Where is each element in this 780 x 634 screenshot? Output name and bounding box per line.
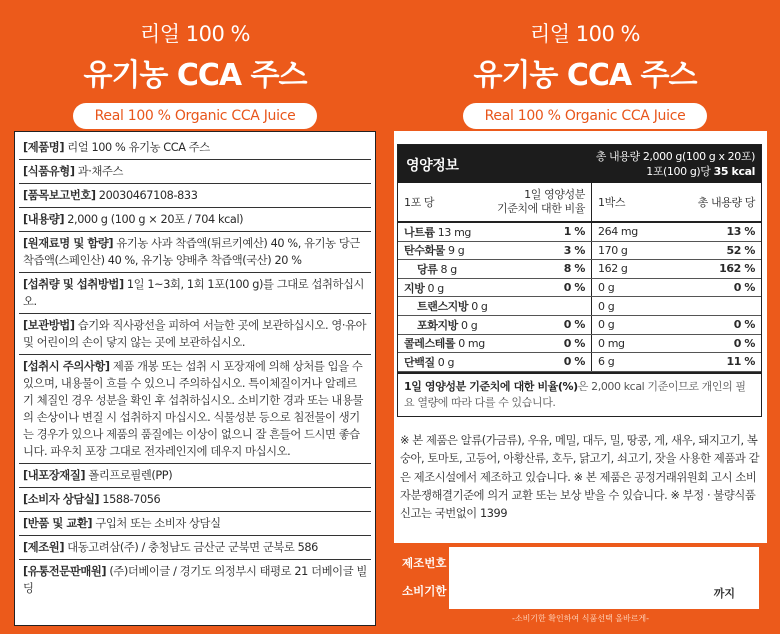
nutrition-row bbox=[398, 279, 761, 298]
info-row bbox=[19, 355, 371, 464]
nutrient-name: 단백질 bbox=[404, 355, 435, 369]
info-value: (주)더베이글 / 경기도 의정부시 태평로 21 더베이글 빌딩 bbox=[23, 565, 367, 595]
until-text: 까지 bbox=[713, 587, 735, 600]
info-value: 폴리프로필렌(PP) bbox=[85, 469, 173, 482]
box-percent: 0 % bbox=[733, 336, 755, 350]
product-info-box bbox=[14, 131, 376, 626]
col2-left: 1박스 bbox=[598, 196, 626, 209]
box-percent: 0 % bbox=[733, 281, 755, 295]
info-value: 리얼 100 % 유기농 CCA 주스 bbox=[64, 141, 210, 154]
left-header-title: 유기농 CCA 주스 bbox=[83, 58, 307, 93]
left-header-pill: Real 100 % Organic CCA Juice bbox=[73, 103, 318, 129]
col2-right: 총 내용량 당 bbox=[697, 196, 755, 209]
left-header bbox=[0, 0, 390, 129]
nutrient-percent: 0 % bbox=[563, 355, 585, 369]
nutrition-footnote: 1일 영양성분 기준치에 대한 비율(%)은 2,000 kcal 기준이므로 개인의 필요 열량에 따라 다를 수 있습니다. bbox=[398, 372, 761, 416]
date-strip bbox=[394, 543, 767, 626]
nutrient-percent: 0 % bbox=[563, 318, 585, 332]
box-amount: 6 g bbox=[598, 355, 615, 369]
info-row bbox=[19, 273, 371, 314]
nutrient-name: 지방 bbox=[404, 281, 425, 295]
expiry-footnote: -소비기한 확인하여 식품선택 올바르게- bbox=[511, 614, 650, 623]
expiry-label: 소비기한 bbox=[402, 584, 447, 598]
nutrition-row bbox=[398, 223, 761, 242]
total-amount: 총 내용량 2,000 g(100 g x 20포) bbox=[595, 150, 755, 163]
nutrition-row bbox=[398, 335, 761, 354]
info-value: 과·채주스 bbox=[74, 165, 124, 178]
info-key: [ 품목보고번호 ] bbox=[23, 189, 96, 202]
box-percent: 162 % bbox=[719, 262, 755, 276]
info-key: [ 반품 및 교환 ] bbox=[23, 517, 92, 530]
nutrition-row bbox=[398, 353, 761, 372]
info-key: [ 섭취시 주의사항 ] bbox=[23, 360, 110, 373]
box-percent: 0 % bbox=[733, 318, 755, 332]
nutrient-percent: 1 % bbox=[563, 225, 585, 239]
box-percent: 11 % bbox=[726, 355, 755, 369]
left-header-sub: 리얼 100 % bbox=[140, 22, 250, 46]
kcal: 35 kcal bbox=[713, 165, 755, 178]
info-value: 20030467108-833 bbox=[95, 189, 198, 202]
info-row bbox=[19, 464, 371, 488]
nutrient-amount: 0 g bbox=[434, 355, 455, 369]
box-amount: 264 mg bbox=[598, 225, 638, 239]
info-key: [ 제품명 ] bbox=[23, 141, 64, 154]
nutrition-table bbox=[397, 144, 762, 417]
nutrient-percent: 0 % bbox=[563, 281, 585, 295]
nutrient-percent: 0 % bbox=[563, 336, 585, 350]
info-row bbox=[19, 184, 371, 208]
info-value: 제품 개봉 또는 섭취 시 포장재에 의해 상처를 입을 수 있으며, 내용물이 흐를 수 있으니 주의하십시오. 특이체질이거나 알레르기 체질인 경우 성분을 확인 후 섭취하십시오. 소비기한 경과 또는 내용물의 손상이나 변질 시 섭취하지 마십시오. 식물성분 등으로 침전물이 생기는 경우가 있으나 제품의 품질에는 이상이 없으니 잘 흔들어 드시면 좋습니다. 파우치 포장 그대로 전자레인지에 데우지 마십시오. bbox=[23, 360, 363, 458]
info-key: [ 유통전문판매원 ] bbox=[23, 565, 106, 578]
info-key: [ 원재료명 및 함량 ] bbox=[23, 237, 113, 250]
info-value: 2,000 g (100 g × 20포 / 704 kcal) bbox=[64, 213, 244, 226]
info-row bbox=[19, 512, 371, 536]
info-row bbox=[19, 536, 371, 560]
per-serving: 1포(100 g)당 35 kcal bbox=[646, 165, 755, 178]
right-panel bbox=[394, 131, 767, 626]
nutrient-amount: 9 g bbox=[444, 244, 465, 258]
info-value: 습기와 직사광선을 피하여 서늘한 곳에 보관하십시오. 영·유아 및 어린이의 손이 닿지 않는 곳에 보관하십시오. bbox=[23, 319, 367, 349]
box-amount: 0 g bbox=[598, 281, 615, 295]
nutrition-row bbox=[398, 297, 761, 316]
date-print-area bbox=[449, 547, 759, 609]
nutrient-percent: 8 % bbox=[563, 262, 585, 276]
info-row bbox=[19, 314, 371, 355]
nutrition-header bbox=[398, 145, 761, 183]
nutrient-amount: 0 g bbox=[468, 300, 488, 314]
mfg-number-label: 제조번호 bbox=[402, 556, 447, 570]
nutrient-percent: 3 % bbox=[563, 243, 585, 257]
nutrition-amount bbox=[596, 149, 755, 179]
col1-right: 1일 영양성분 기준치에 대한 비율 bbox=[496, 188, 585, 215]
box-percent: 13 % bbox=[726, 225, 755, 239]
nutrient-name: 콜레스테롤 bbox=[404, 337, 456, 351]
info-key: [ 보관방법 ] bbox=[23, 319, 75, 332]
box-amount: 0 mg bbox=[598, 336, 625, 350]
info-row bbox=[19, 160, 371, 184]
col1-left: 1포 당 bbox=[404, 196, 435, 209]
nutrient-name: 포화지방 bbox=[417, 318, 458, 332]
info-key: [ 내용량 ] bbox=[23, 213, 64, 226]
nutrition-title: 영양정보 bbox=[406, 158, 459, 174]
info-row bbox=[19, 560, 371, 600]
info-row bbox=[19, 136, 371, 160]
box-amount: 170 g bbox=[598, 243, 628, 257]
nutrient-amount: 0 mg bbox=[455, 337, 485, 351]
box-amount: 0 g bbox=[598, 318, 615, 332]
info-row bbox=[19, 232, 371, 273]
info-value: 1588-7056 bbox=[99, 493, 161, 506]
nutrition-rows bbox=[398, 223, 761, 372]
nutrition-columns bbox=[398, 183, 761, 223]
nutrient-name: 당류 bbox=[417, 262, 438, 276]
nutrient-name: 트랜스지방 bbox=[417, 300, 469, 314]
info-key: [ 내포장재질 ] bbox=[23, 469, 85, 482]
nutrient-amount: 0 g bbox=[424, 281, 444, 295]
right-header-pill: Real 100 % Organic CCA Juice bbox=[463, 103, 708, 129]
nutrient-name: 탄수화물 bbox=[404, 244, 445, 258]
info-value: 유기농 사과 착즙액(튀르키예산) 40 %, 유기농 당근 착즙액(스페인산) 40 %, 유기농 양배추 착즙액(국산) 20 % bbox=[23, 237, 360, 267]
box-amount: 162 g bbox=[598, 262, 628, 276]
right-header bbox=[390, 0, 780, 129]
allergy-notice: ※ 본 제품은 알류(가금류), 우유, 메밀, 대두, 밀, 땅콩, 게, 새우, 돼지고기, 복숭아, 토마토, 고등어, 아황산류, 호두, 닭고기, 쇠고기, 잣을 사용한 제품과 같은 제조시설에서 제조하고 있습니다. ※ 본 제품은 공정거래위원회 고시 소비자분쟁해결기준에 의거 교환 또는 보상 받을 수 있습니다. ※ 부정 · 불량식품 신고는 국번없이 1399 bbox=[400, 434, 760, 521]
nutrient-amount: 13 mg bbox=[434, 225, 471, 239]
info-key: [ 식품유형 ] bbox=[23, 165, 75, 178]
info-value: 1일 1~3회, 1회 1포(100 g)를 그대로 섭취하십시오. bbox=[23, 278, 365, 308]
nutrient-name: 나트륨 bbox=[404, 225, 435, 239]
nutrition-row bbox=[398, 242, 761, 261]
right-header-sub: 리얼 100 % bbox=[530, 22, 640, 46]
nutrient-amount: 8 g bbox=[437, 262, 457, 276]
info-key: [ 섭취량 및 섭취방법 ] bbox=[23, 278, 124, 291]
nutrition-row bbox=[398, 260, 761, 279]
info-row bbox=[19, 208, 371, 232]
info-row bbox=[19, 488, 371, 512]
info-value: 대동고려삼(주) / 충청남도 금산군 군북면 군북로 586 bbox=[64, 541, 318, 554]
right-header-title: 유기농 CCA 주스 bbox=[473, 58, 697, 93]
info-value: 구입처 또는 소비자 상담실 bbox=[92, 517, 221, 530]
nutrient-amount: 0 g bbox=[457, 318, 478, 332]
nutrition-row bbox=[398, 316, 761, 335]
box-amount: 0 g bbox=[598, 299, 615, 313]
info-key: [ 제조원 ] bbox=[23, 541, 64, 554]
info-key: [ 소비자 상담실 ] bbox=[23, 493, 99, 506]
box-percent: 52 % bbox=[726, 243, 755, 257]
